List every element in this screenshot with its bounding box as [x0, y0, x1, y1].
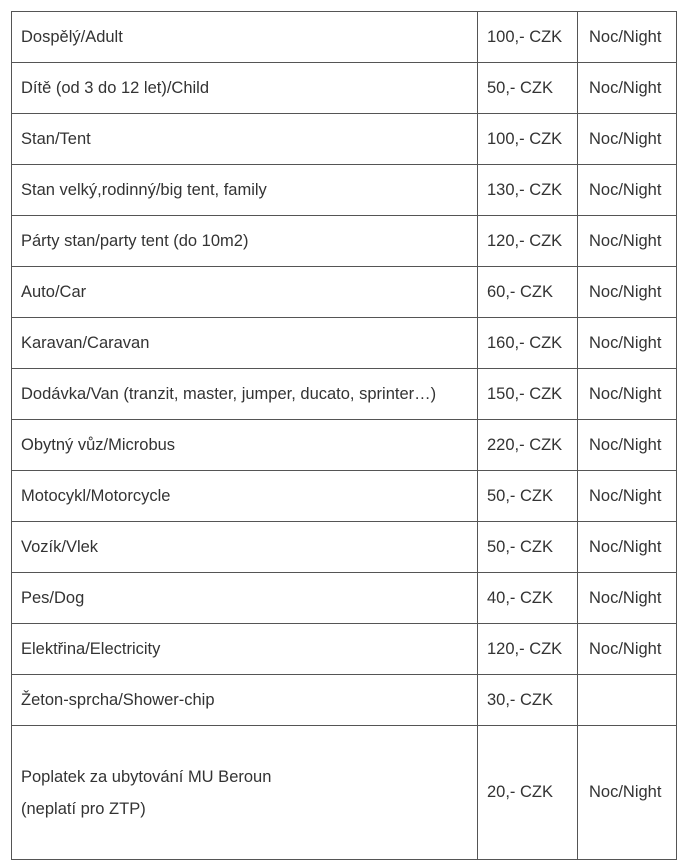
price-table-body — [12, 12, 677, 860]
table-cell-price: 100,- CZK — [478, 12, 578, 63]
table-cell-item: Dítě (od 3 do 12 let)/Child — [12, 63, 478, 114]
table-cell-item — [12, 726, 478, 860]
table-cell-unit: Noc/Night — [578, 726, 677, 860]
table-cell-price: 100,- CZK — [478, 114, 578, 165]
table-cell-price: 60,- CZK — [478, 267, 578, 318]
table-cell-item: Elektřina/Electricity — [12, 624, 478, 675]
table-row — [12, 114, 677, 165]
table-cell-item: Obytný vůz/Microbus — [12, 420, 478, 471]
price-table — [11, 11, 677, 860]
table-cell-item: Pes/Dog — [12, 573, 478, 624]
table-row — [12, 471, 677, 522]
table-cell-item: Auto/Car — [12, 267, 478, 318]
table-cell-unit: Noc/Night — [578, 420, 677, 471]
fee-item-line-2: (neplatí pro ZTP) — [21, 799, 146, 818]
table-cell-item: Párty stan/party tent (do 10m2) — [12, 216, 478, 267]
table-cell-price: 50,- CZK — [478, 63, 578, 114]
table-cell-item: Dospělý/Adult — [12, 12, 478, 63]
table-cell-unit: Noc/Night — [578, 63, 677, 114]
table-cell-unit: Noc/Night — [578, 165, 677, 216]
table-cell-item: Stan velký,rodinný/big tent, family — [12, 165, 478, 216]
table-cell-price: 30,- CZK — [478, 675, 578, 726]
table-row — [12, 369, 677, 420]
table-cell-item: Motocykl/Motorcycle — [12, 471, 478, 522]
table-cell-unit: Noc/Night — [578, 624, 677, 675]
table-cell-unit: Noc/Night — [578, 12, 677, 63]
table-row — [12, 675, 677, 726]
table-cell-item: Žeton-sprcha/Shower-chip — [12, 675, 478, 726]
table-row — [12, 165, 677, 216]
table-cell-item: Stan/Tent — [12, 114, 478, 165]
table-cell-unit: Noc/Night — [578, 573, 677, 624]
table-row — [12, 624, 677, 675]
table-cell-price: 120,- CZK — [478, 624, 578, 675]
table-cell-price: 40,- CZK — [478, 573, 578, 624]
table-cell-unit: Noc/Night — [578, 522, 677, 573]
table-cell-unit: Noc/Night — [578, 216, 677, 267]
table-cell-unit — [578, 675, 677, 726]
table-cell-price: 20,- CZK — [478, 726, 578, 860]
table-row — [12, 216, 677, 267]
table-cell-unit: Noc/Night — [578, 318, 677, 369]
table-cell-price: 160,- CZK — [478, 318, 578, 369]
table-row — [12, 267, 677, 318]
table-cell-unit: Noc/Night — [578, 369, 677, 420]
table-row — [12, 420, 677, 471]
table-row — [12, 63, 677, 114]
table-row — [12, 318, 677, 369]
table-cell-unit: Noc/Night — [578, 114, 677, 165]
table-cell-price: 50,- CZK — [478, 522, 578, 573]
fee-item-line-1: Poplatek za ubytování MU Beroun — [21, 767, 272, 786]
table-cell-price: 50,- CZK — [478, 471, 578, 522]
table-row — [12, 12, 677, 63]
table-cell-price: 120,- CZK — [478, 216, 578, 267]
table-cell-price: 220,- CZK — [478, 420, 578, 471]
table-cell-unit: Noc/Night — [578, 471, 677, 522]
table-cell-price: 130,- CZK — [478, 165, 578, 216]
table-row — [12, 522, 677, 573]
table-cell-unit: Noc/Night — [578, 267, 677, 318]
table-cell-item: Dodávka/Van (tranzit, master, jumper, ducato, sprinter…) — [12, 369, 478, 420]
table-cell-item: Karavan/Caravan — [12, 318, 478, 369]
table-cell-price: 150,- CZK — [478, 369, 578, 420]
table-row — [12, 573, 677, 624]
table-cell-item: Vozík/Vlek — [12, 522, 478, 573]
table-row-local-fee — [12, 726, 677, 860]
